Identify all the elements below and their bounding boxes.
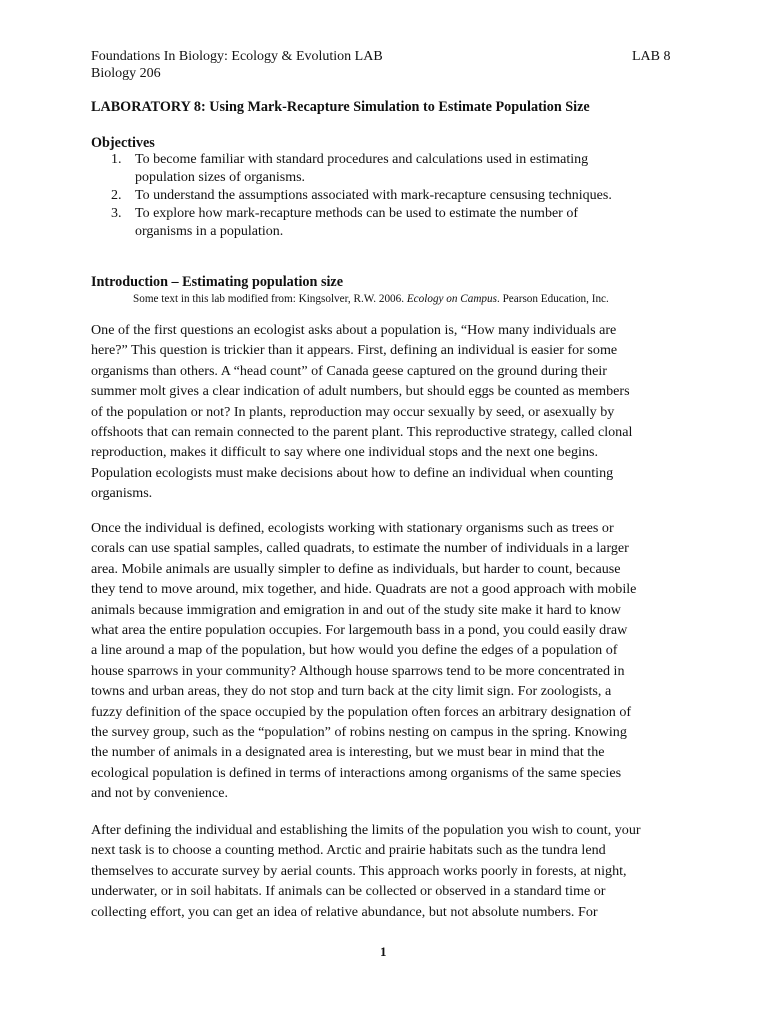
paragraph-line: fuzzy definition of the space occupied by the population often forces an arbitrary designation of — [91, 703, 632, 720]
introduction-heading: Introduction – Estimating population size — [91, 274, 344, 290]
course-number: Biology 206 — [91, 66, 161, 81]
page-number: 1 — [380, 944, 387, 959]
paragraph-line: animals because immigration and emigration in and out of the study site make it hard to know — [91, 601, 621, 618]
body-paragraph — [91, 820, 691, 922]
lab-label: LAB 8 — [632, 49, 671, 64]
paragraph-line: corals can use spatial samples, called quadrats, to estimate the number of individuals in a larger — [91, 540, 629, 557]
paragraph-line: they tend to move around, mix together, and hide. Quadrats are not a good approach with mobile — [91, 581, 637, 598]
paragraph-line: One of the first questions an ecologist asks about a population is, “How many individuals are — [91, 322, 617, 338]
paragraph-line: ecological population is defined in terms of interactions among organisms of the same species — [91, 764, 622, 781]
paragraph-line: Population ecologists must make decisions about how to define an individual when counting — [91, 464, 614, 481]
paragraph-line: towns and urban areas, they do not stop and turn back at the city limit sign. For zoologists, a — [91, 683, 612, 700]
course-title: Foundations In Biology: Ecology & Evolution LAB — [91, 49, 383, 64]
paragraph-line: underwater, or in soil habitats. If animals can be collected or observed in a standard time or — [91, 883, 606, 900]
paragraph-line: Once the individual is defined, ecologists working with stationary organisms such as trees or — [91, 520, 614, 536]
objective-line: population sizes of organisms. — [135, 170, 306, 185]
body-paragraph — [91, 518, 691, 804]
credit-suffix: . Pearson Education, Inc. — [496, 293, 609, 305]
credit-book-title: Ecology on Campus — [406, 293, 497, 305]
objective-item — [91, 205, 691, 241]
paragraph-line: reproduction, makes it difficult to say where one individual stops and the next one begins. — [91, 444, 599, 461]
objective-item — [91, 187, 691, 205]
objective-item — [91, 151, 691, 187]
credit-prefix: Some text in this lab modified from: Kingsolver, R.W. 2006. — [133, 293, 407, 305]
objective-number: 1. — [111, 152, 122, 167]
page-title: LABORATORY 8: Using Mark-Recapture Simulation to Estimate Population Size — [91, 99, 590, 115]
paragraph-line: what area the entire population occupies. For largemouth bass in a pond, you could easily draw — [91, 622, 628, 639]
paragraph-line: summer molt gives a clear indication of adult numbers, but should eggs be counted as members — [91, 383, 630, 400]
paragraph-line: offshoots that can remain connected to the parent plant. This reproductive strategy, called clonal — [91, 424, 633, 441]
paragraph-line: organisms than others. A “head count” of Canada geese captured on the ground during their — [91, 362, 607, 379]
paragraph-line: the survey group, such as the “population” of robins nesting on campus in the spring. Knowing — [91, 724, 627, 741]
source-credit — [133, 293, 609, 305]
objective-line: To understand the assumptions associated with mark-recapture censusing techniques. — [135, 188, 612, 203]
objectives-list — [91, 151, 691, 241]
paragraph-line: organisms. — [91, 485, 153, 502]
paragraph-line: area. Mobile animals are usually simpler to define as individuals, but harder to count, because — [91, 560, 621, 577]
objectives-heading: Objectives — [91, 135, 155, 151]
body-paragraph — [91, 320, 691, 504]
objective-line: To become familiar with standard procedures and calculations used in estimating — [135, 152, 589, 167]
objective-line: organisms in a population. — [135, 224, 284, 239]
paragraph-line: house sparrows in your community? Although house sparrows tend to be more concentrated in — [91, 662, 625, 679]
paragraph-line: After defining the individual and establishing the limits of the population you wish to count, your — [91, 822, 641, 838]
objective-line: To explore how mark-recapture methods can be used to estimate the number of — [135, 206, 578, 221]
paragraph-line: of the population or not? In plants, reproduction may occur sexually by seed, or asexually by — [91, 403, 615, 420]
paragraph-line: and not by convenience. — [91, 785, 228, 802]
paragraph-line: collecting effort, you can get an idea of relative abundance, but not absolute numbers. For — [91, 903, 598, 920]
paragraph-line: next task is to choose a counting method. Arctic and prairie habitats such as the tundra lend — [91, 842, 606, 859]
paragraph-line: here?” This question is trickier than it appears. First, defining an individual is easier for some — [91, 342, 618, 359]
paragraph-line: themselves to accurate survey by aerial counts. This approach works poorly in forests, at night, — [91, 862, 627, 879]
paragraph-line: the number of animals in a designated area is interesting, but we must bear in mind that the — [91, 744, 605, 761]
objective-number: 3. — [111, 206, 122, 221]
paragraph-line: a line around a map of the population, but how would you define the edges of a population of — [91, 642, 618, 659]
objective-number: 2. — [111, 188, 122, 203]
